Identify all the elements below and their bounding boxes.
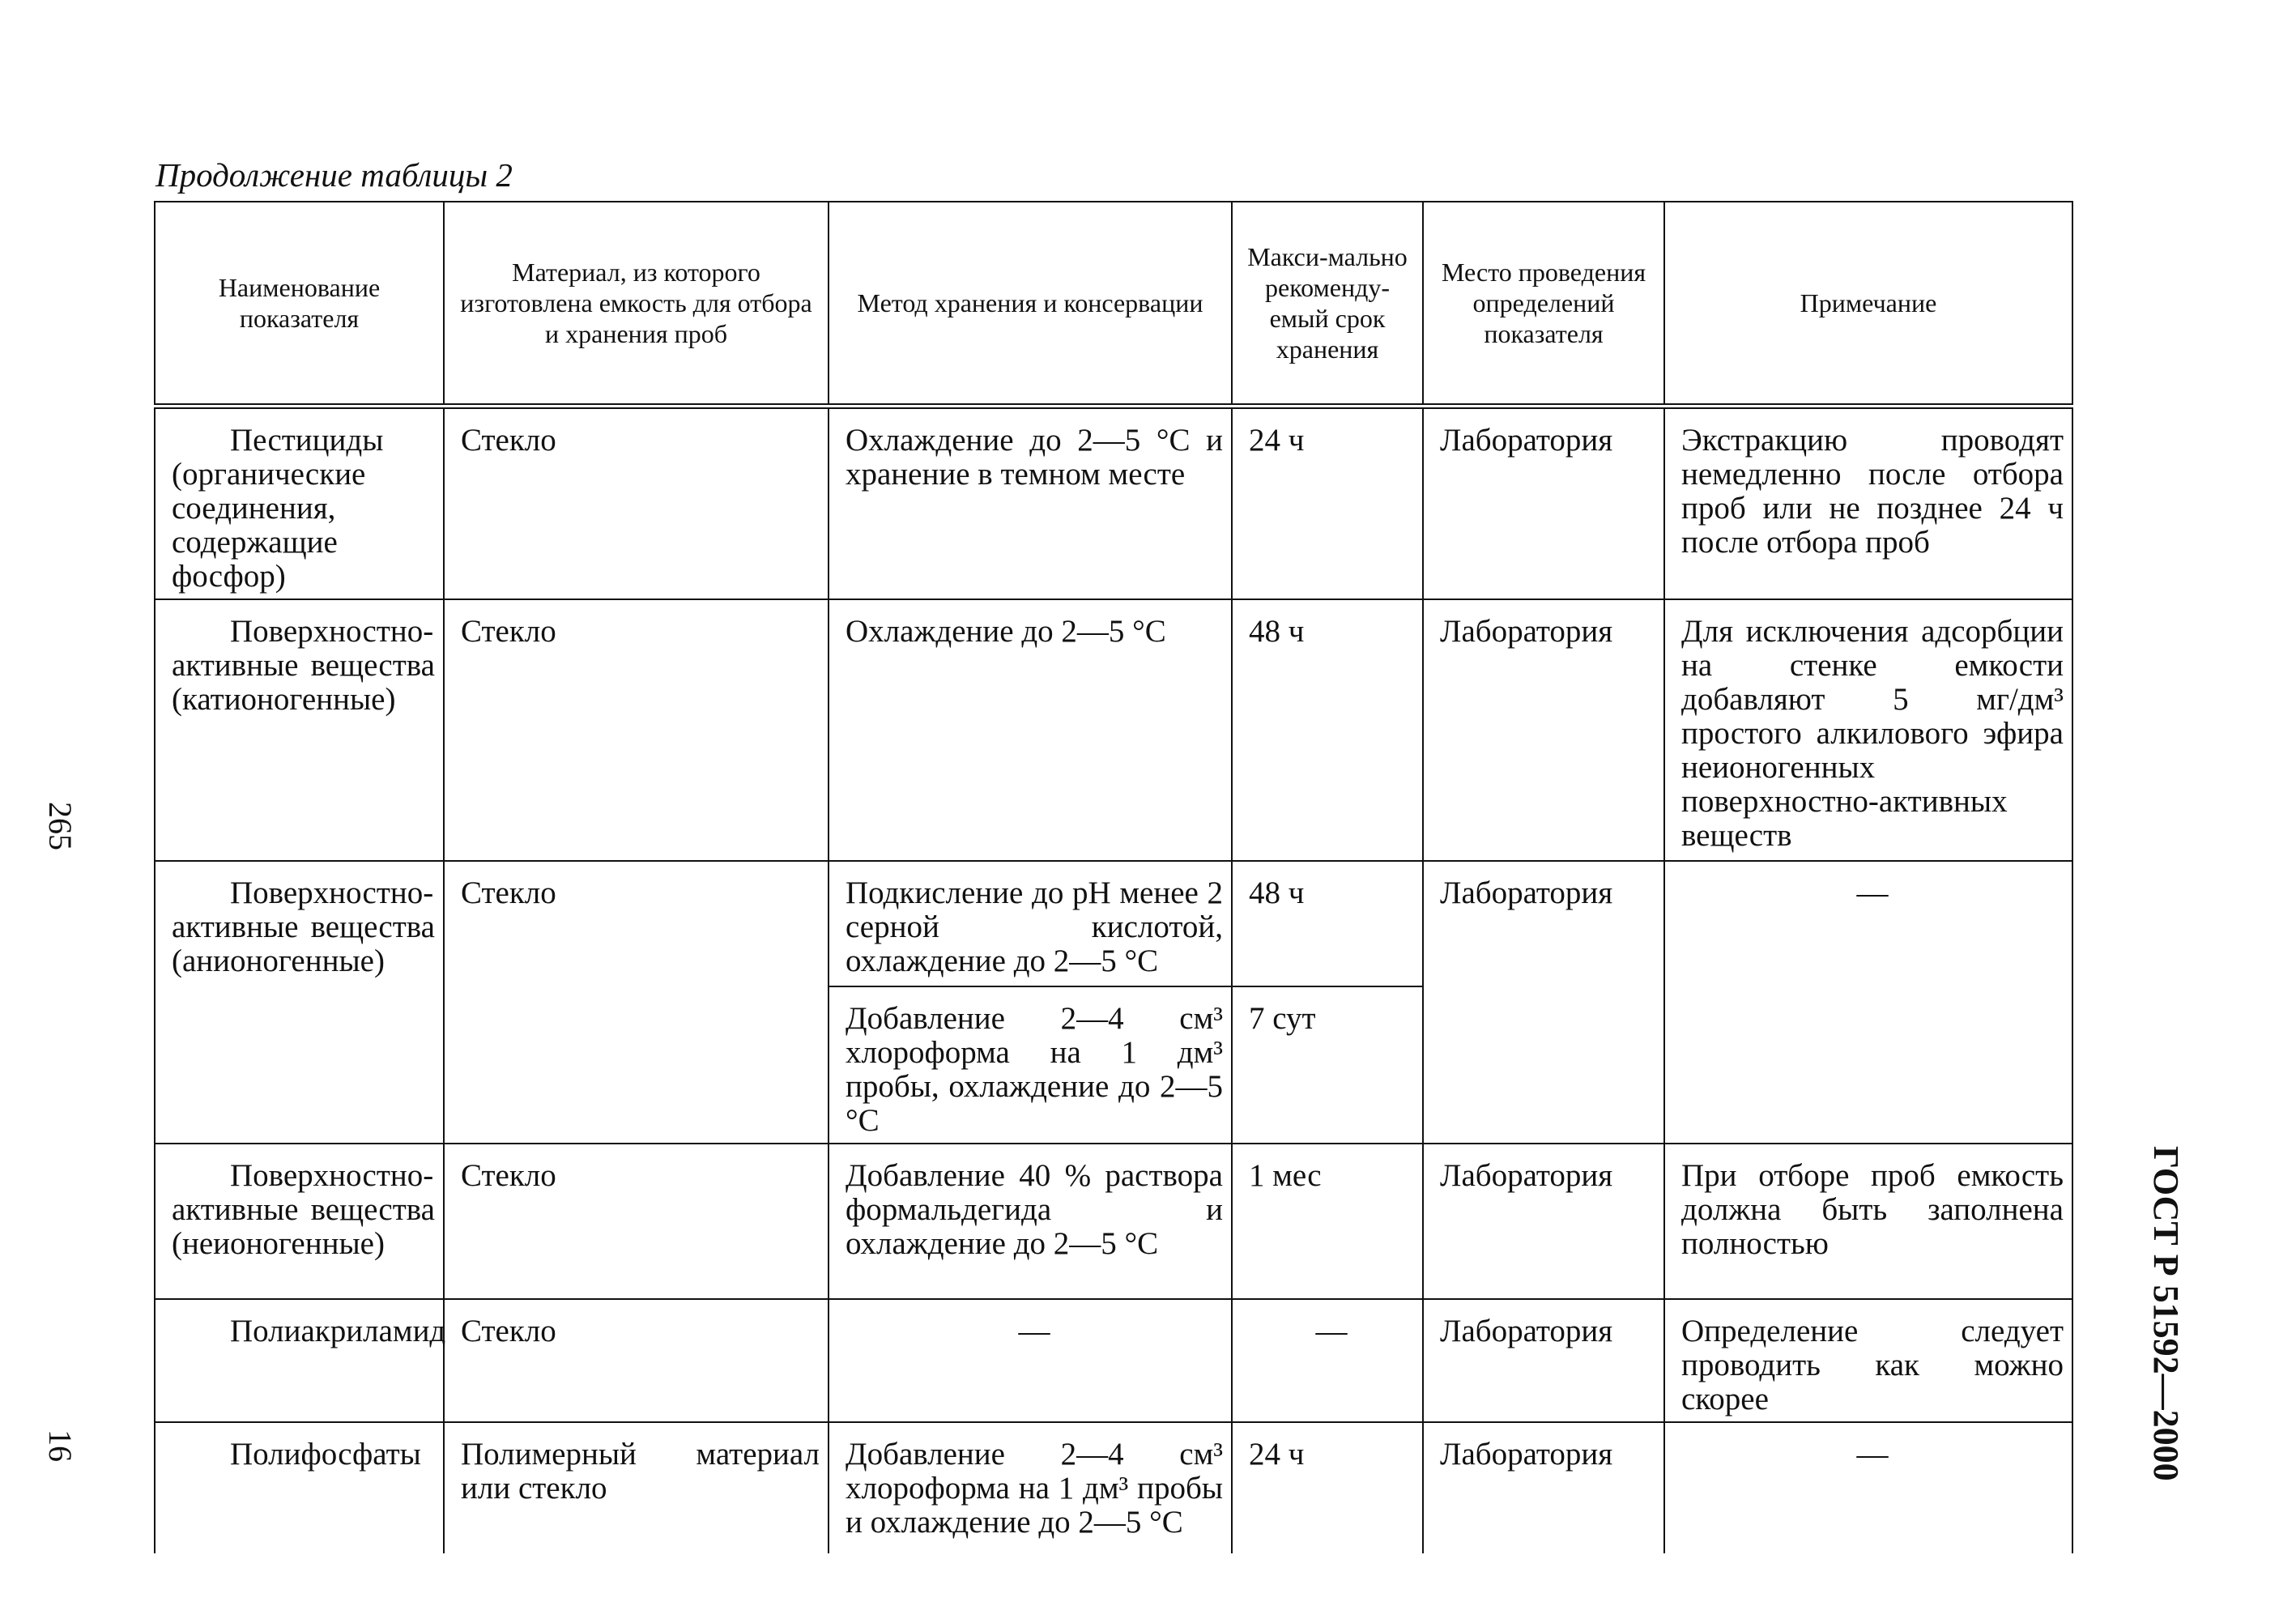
cell-place: Лаборатория xyxy=(1423,1422,1664,1553)
cell-note: — xyxy=(1664,1422,2072,1553)
cell-method: Добавление 2—4 см³ хлороформа на 1 дм³ пробы и охлаждение до 2—5 °С xyxy=(829,1422,1232,1553)
header-note: Примечание xyxy=(1664,202,2072,406)
storage-table xyxy=(154,201,2073,1553)
cell-term: 24 ч xyxy=(1232,1422,1423,1553)
cell-term: — xyxy=(1232,1299,1423,1422)
page-number-top: 265 xyxy=(42,802,79,850)
cell-place: Лаборатория xyxy=(1423,861,1664,1144)
cell-material: Стекло xyxy=(444,406,829,599)
table-row xyxy=(155,599,2072,861)
cell-note: — xyxy=(1664,861,2072,1144)
cell-material: Стекло xyxy=(444,599,829,861)
cell-material: Стекло xyxy=(444,1299,829,1422)
cell-material: Полимерный материал или стекло xyxy=(444,1422,829,1553)
cell-method: Добавление 40 % раствора формальдегида и охлаждение до 2—5 °С xyxy=(829,1144,1232,1299)
cell-note: Экстракцию проводят немедленно после отбора проб или не позднее 24 ч после отбора проб xyxy=(1664,406,2072,599)
cell-term: 7 сут xyxy=(1232,986,1423,1144)
cell-indicator: Полифосфаты xyxy=(155,1422,444,1553)
header-method: Метод хранения и консервации xyxy=(829,202,1232,406)
cell-method: Добавление 2—4 см³ хлороформа на 1 дм³ пробы, охлаждение до 2—5 °С xyxy=(829,986,1232,1144)
cell-note: Определение следует проводить как можно скорее xyxy=(1664,1299,2072,1422)
cell-material: Стекло xyxy=(444,861,829,1144)
cell-indicator: Поверхностно-активные вещества (неионогенные) xyxy=(155,1144,444,1299)
cell-term: 48 ч xyxy=(1232,861,1423,986)
page-number-bottom: 16 xyxy=(42,1429,79,1462)
cell-note: При отборе проб емкость должна быть заполнена полностью xyxy=(1664,1144,2072,1299)
table-row xyxy=(155,406,2072,599)
cell-indicator: Пестициды (органические соединения, содержащие фосфор) xyxy=(155,406,444,599)
table-caption: Продолжение таблицы 2 xyxy=(155,156,513,194)
header-indicator: Наименование показателя xyxy=(155,202,444,406)
standard-title: ГОСТ Р 51592—2000 xyxy=(2146,1146,2186,1481)
cell-note: Для исключения адсорбции на стенке емкости добавляют 5 мг/дм³ простого алкилового эфира неионогенных поверхностно-активных веществ xyxy=(1664,599,2072,861)
table-row xyxy=(155,1422,2072,1553)
cell-term: 48 ч xyxy=(1232,599,1423,861)
cell-indicator: Поверхностно-активные вещества (анионогенные) xyxy=(155,861,444,1144)
cell-indicator: Полиакриламид xyxy=(155,1299,444,1422)
cell-material: Стекло xyxy=(444,1144,829,1299)
table-row xyxy=(155,861,2072,986)
cell-term: 24 ч xyxy=(1232,406,1423,599)
table-header-row xyxy=(155,202,2072,406)
table-row xyxy=(155,1144,2072,1299)
table-row xyxy=(155,1299,2072,1422)
cell-place: Лаборатория xyxy=(1423,599,1664,861)
header-term: Макси-мально рекоменду-емый срок хранения xyxy=(1232,202,1423,406)
cell-term: 1 мес xyxy=(1232,1144,1423,1299)
cell-method: Охлаждение до 2—5 °С xyxy=(829,599,1232,861)
cell-place: Лаборатория xyxy=(1423,1299,1664,1422)
cell-place: Лаборатория xyxy=(1423,406,1664,599)
cell-method: Подкисление до рН менее 2 серной кислотой, охлаждение до 2—5 °С xyxy=(829,861,1232,986)
header-place: Место проведения определений показателя xyxy=(1423,202,1664,406)
header-material: Материал, из которого изготовлена емкость для отбора и хранения проб xyxy=(444,202,829,406)
cell-place: Лаборатория xyxy=(1423,1144,1664,1299)
cell-indicator: Поверхностно-активные вещества (катионогенные) xyxy=(155,599,444,861)
cell-method: — xyxy=(829,1299,1232,1422)
cell-method: Охлаждение до 2—5 °С и хранение в темном месте xyxy=(829,406,1232,599)
